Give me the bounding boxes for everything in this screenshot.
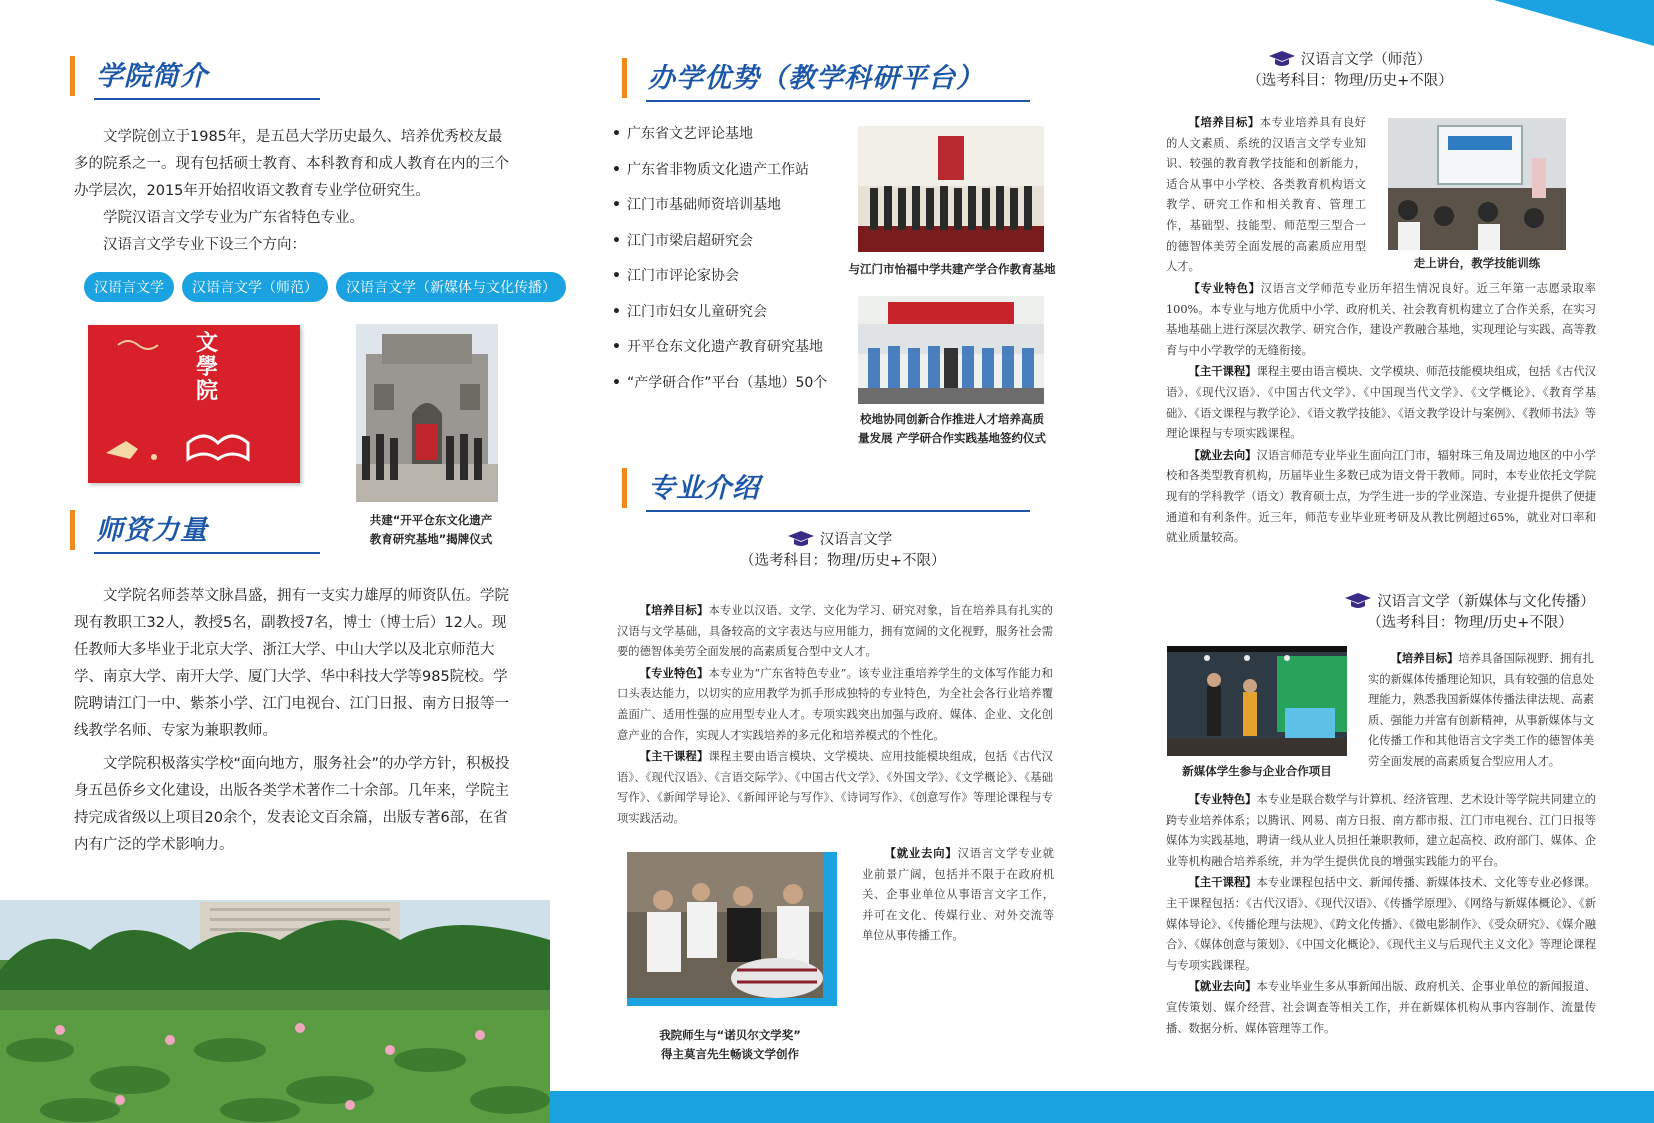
signing-ceremony-caption <box>846 410 1058 448</box>
course-text: 本专业课程包括中文、新闻传播、新媒体技术、文化等专业必修课。主干课程包括：《古代汉语》、《现代汉语》、《传播学原理》、《网络与新媒体概论》、《新媒体导论》、《传播伦理与法规》、《跨文化传播》、《微电影制作》、《受众研究》、《媒介融合》、《媒体创意与策划》、《中国文化概论》、《现代主义与后现代主义文化》等理论课程与专项实践课程。 <box>1166 876 1596 972</box>
feature-text: 本专业是联合数学与计算机、经济管理、艺术设计等学院共同建立的跨专业培养体系；以腾讯、网易、南方日报、南方都市报、江门市电视台、江门日报等媒体为实践基地，聘请一线从业人员担任兼职教师，建立起高校、政府部门、媒体、企业等机构融合培养系统，并为学生提供优良的增强实践能力的平台。 <box>1166 793 1596 868</box>
major1-subjects: （选考科目：物理/历史+不限） <box>740 553 946 569</box>
faculty-text <box>74 583 514 859</box>
caption-line: 教育研究基地”揭牌仪式 <box>369 532 493 546</box>
course-text: 课程主要由语言模块、文学模块、师范技能模块组成，包括《古代汉语》、《现代汉语》、《中国古代文学》、《中国现当代文学》、《文学概论》、《教育学基础》、《语文课程与教学论》、《语文教学技能》、《语文教学设计与案例》、《教师书法》等理论课程与专项实践课程。 <box>1166 365 1596 441</box>
major3-subjects: （选考科目：物理/历史+不限） <box>1367 615 1573 631</box>
direction-pill: 汉语言文学（新媒体与文化传播） <box>336 272 566 302</box>
faculty-paragraph: 文学院积极落实学校“面向地方，服务社会”的办学方针，积极投身五邑侨乡文化建设，出版各类学术著作二十余部。几年来，学院主持完成省级以上项目20余个，发表论文百余篇，出版专著6部，在省内有广泛的学术影响力。 <box>74 756 510 853</box>
intro-paragraph: 学院汉语言文学专业为广东省特色专业。 <box>103 210 364 226</box>
feature-label: 【专业特色】 <box>639 665 709 680</box>
career-text: 本专业毕业生多从事新闻出版、政府机关、企事业单位的新闻报道、宣传策划、媒介经营、社会调查等相关工作，并在新媒体机构从事内容制作、流量传播、数据分析、媒体管理等工作。 <box>1166 980 1596 1035</box>
major1-description <box>617 600 1053 830</box>
goal-text: 培养具备国际视野、拥有扎实的新媒体传播理论知识，具有较强的信息处理能力，熟悉我国新媒体传播法律法规、高素质、强能力并富有创新精神，从事新媒体与文化传播工作和其他语言文字类工作的德智体美劳全面发展的高素质复合型应用人才。 <box>1368 652 1594 768</box>
major2-name: 汉语言文学（师范） <box>1300 52 1432 68</box>
platform-item: • 开平仓东文化遗产教育研究基地 <box>612 337 827 373</box>
direction-pill: 汉语言文学 <box>84 272 174 302</box>
platform-list <box>612 124 827 408</box>
caption-line: 校地协同创新合作推进人才培养高质 <box>860 412 1044 426</box>
school-base-caption: 与江门市怡福中学共建产学合作教育基地 <box>848 262 1056 276</box>
major1-career <box>862 843 1054 947</box>
cover-calligraphy: 文學院 <box>196 330 219 404</box>
heritage-photo-caption <box>346 511 516 549</box>
teaching-practice-caption: 走上讲台，教学技能训练 <box>1413 256 1541 270</box>
feature-label: 【专业特色】 <box>1188 792 1257 806</box>
intro-title: 学院简介 <box>96 61 208 92</box>
intro-text <box>74 124 510 259</box>
caption-line: 共建“开平仓东文化遗产 <box>369 513 493 527</box>
career-label: 【就业去向】 <box>884 846 958 860</box>
intro-heading <box>70 54 330 100</box>
caption-line: 得主莫言先生畅谈文学创作 <box>661 1047 799 1061</box>
graduation-cap-icon <box>1345 596 1367 608</box>
faculty-paragraph: 文学院名师荟萃文脉昌盛，拥有一支实力雄厚的师资队伍。学院现有教职工32人，教授5名，副教授7名，博士（博士后）12人。现任教师大多毕业于北京大学、浙江大学、中山大学以及北京师范大学、南京大学、南开大学、厦门大学、华中科技大学等985院校。学院聘请江门一中、紫茶小学、江门电视台、江门日报、南方日报等一线教学名师、专家为兼职教师。 <box>74 588 509 739</box>
career-label: 【就业去向】 <box>1188 447 1257 462</box>
bottom-band <box>550 1091 1654 1123</box>
corner-decoration <box>1494 0 1654 46</box>
major2-header <box>1240 50 1460 92</box>
career-label: 【就业去向】 <box>1188 979 1257 994</box>
direction-pills <box>84 272 566 302</box>
teaching-practice-photo <box>1388 118 1566 250</box>
major1-name: 汉语言文学 <box>819 532 893 548</box>
platform-item: • “产学研合作”平台（基地）50个 <box>612 373 827 409</box>
career-text: 汉语言文学专业就业前景广阔，包括并不限于在政府机关、企事业单位从事语言文字工作，并可在文化、传媒行业、对外交流等单位从事传播工作。 <box>862 847 1054 943</box>
major2-goal <box>1166 112 1366 278</box>
platform-item: • 江门市妇女儿童研究会 <box>612 302 827 338</box>
career-text: 汉语言师范专业毕业生面向江门市，辐射珠三角及周边地区的中小学校和各类型教育机构，历届毕业生多数已成为语文骨干教师。同时，本专业依托文学院现有的学科教学（语文）教育硕士点，为学生进一步的学业深造、专业提升提供了便捷通道和有利条件。近三年，师范专业毕业班考研及从教比例超过65%，就业对口率和就业质量较高。 <box>1166 448 1596 545</box>
course-text: 课程主要由语言模块、文学模块、应用技能模块组成，包括《古代汉语》、《现代汉语》、《言语交际学》、《中国古代文学》、《外国文学》、《文学概论》、《基础写作》、《新闻学导论》、《新闻评论与写作》、《诗词写作》、《创意写作》等理论课程与专项实践活动。 <box>617 750 1053 825</box>
course-label: 【主干课程】 <box>1188 364 1257 379</box>
direction-pill: 汉语言文学（师范） <box>182 272 328 302</box>
major3-description <box>1166 789 1596 1039</box>
goal-label: 【培养目标】 <box>639 603 709 617</box>
major2-subjects: （选考科目：物理/历史+不限） <box>1247 73 1453 89</box>
major3-goal <box>1368 648 1594 773</box>
new-media-photo <box>1167 646 1347 756</box>
mo-yan-photo <box>627 852 837 1006</box>
faculty-title: 师资力量 <box>96 515 208 546</box>
major3-header <box>1340 592 1600 634</box>
feature-text: 本专业为“广东省特色专业”。该专业注重培养学生的文体写作能力和口头表达能力，以切实的应用教学为抓手形成独特的专业特色，为全社会各行业培养覆盖面广、适用性强的应用型专业人才。专项实践突出加强与政府、媒体、企业、文化创意产业的合作，实现人才实践培养的多元化和培养模式的个性化。 <box>617 666 1053 742</box>
major1-header <box>740 530 946 572</box>
platform-item: • 江门市评论家协会 <box>612 266 827 302</box>
majors-heading <box>622 466 1032 512</box>
advantages-title: 办学优势（教学科研平台） <box>648 63 984 94</box>
goal-text: 本专业以汉语、文学、文化为学习、研究对象，旨在培养具有扎实的汉语与文学基础，具备较高的文字表达与应用能力，拥有宽阔的文化视野，服务社会需要的德智体美劳全面发展的高素质复合型中文人才。 <box>617 604 1053 659</box>
caption-line: 我院师生与“诺贝尔文学奖” <box>659 1028 801 1042</box>
feature-label: 【专业特色】 <box>1188 281 1261 295</box>
signing-ceremony-photo <box>858 296 1044 404</box>
major3-name: 汉语言文学（新媒体与文化传播） <box>1377 594 1595 610</box>
majors-title: 专业介绍 <box>648 473 760 504</box>
platform-item: • 广东省非物质文化遗产工作站 <box>612 160 827 196</box>
goal-label: 【培养目标】 <box>1188 115 1260 129</box>
lotus-pond-photo <box>0 900 550 1123</box>
graduation-cap-icon <box>1269 54 1291 66</box>
school-base-photo <box>858 126 1044 252</box>
platform-item: • 江门市梁启超研究会 <box>612 231 827 267</box>
college-cover-image <box>88 325 300 483</box>
course-label: 【主干课程】 <box>1188 875 1257 890</box>
new-media-caption: 新媒体学生参与企业合作项目 <box>1182 764 1332 778</box>
goal-label: 【培养目标】 <box>1390 651 1459 665</box>
feature-text: 汉语言文学师范专业历年招生情况良好。近三年第一志愿录取率100%。本专业与地方优质中小学、政府机关、社会教育机构建立了合作关系，在实习基地基础上进行深层次教学、研究合作，建设产教融合基地，实现理论与实践、高等教育与中小学教学的无缝衔接。 <box>1166 282 1596 357</box>
major2-description <box>1166 278 1596 549</box>
platform-item: • 广东省文艺评论基地 <box>612 124 827 160</box>
graduation-cap-icon <box>788 534 810 546</box>
heritage-base-photo <box>356 324 498 502</box>
caption-line: 量发展 产学研合作实践基地签约仪式 <box>857 431 1046 445</box>
intro-paragraph: 文学院创立于1985年，是五邑大学历史最久、培养优秀校友最多的院系之一。现有包括硕士教育、本科教育和成人教育在内的三个办学层次，2015年开始招收语文教育专业学位研究生。 <box>74 129 509 199</box>
advantages-heading <box>622 56 1032 102</box>
intro-paragraph: 汉语言文学专业下设三个方向： <box>103 237 306 253</box>
goal-text: 本专业培养具有良好的人文素质、系统的汉语言文学专业知识、较强的教育教学技能和创新能力，适合从事中小学校、各类教育机构语文教学、研究工作和相关教育、管理工作，基础型、技能型、师范型三型合一的德智体美劳全面发展的高素质应用型人才。 <box>1166 116 1366 274</box>
mo-yan-caption <box>620 1026 840 1064</box>
platform-item: • 江门市基础师资培训基地 <box>612 195 827 231</box>
faculty-heading <box>70 508 330 554</box>
course-label: 【主干课程】 <box>639 749 709 764</box>
